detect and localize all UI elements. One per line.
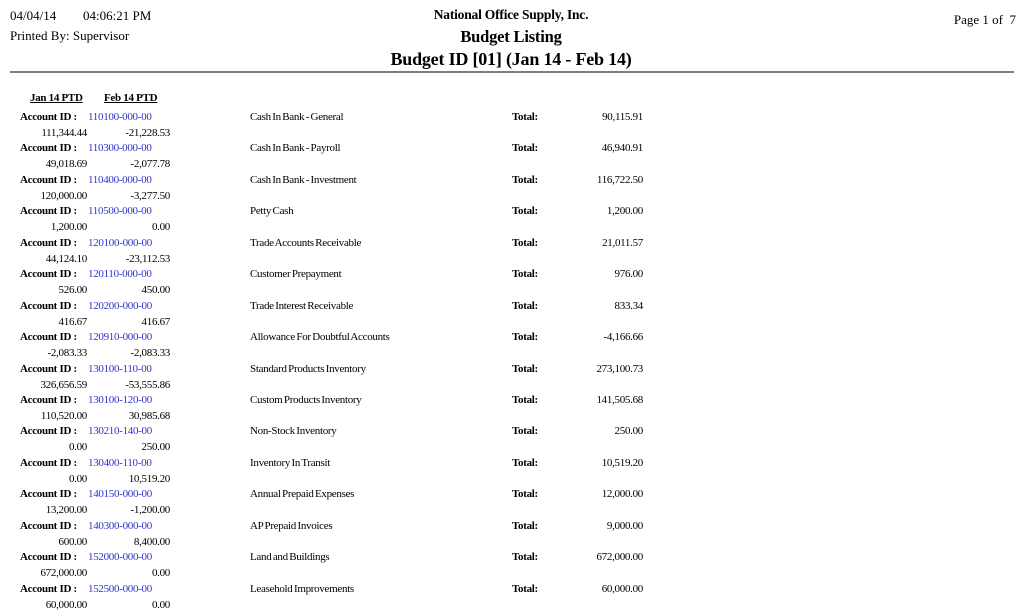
total-amount: 141,505.68 xyxy=(596,393,643,406)
account-description: Leasehold Improvements xyxy=(250,582,354,595)
account-description: Land and Buildings xyxy=(250,551,330,564)
jan-ptd-value: -2,083.33 xyxy=(47,347,87,360)
account-id-label: Account ID : xyxy=(20,205,77,218)
account-id-link[interactable]: 152000-000-00 xyxy=(88,551,152,564)
printed-by-value: Supervisor xyxy=(72,28,130,43)
total-amount: 9,000.00 xyxy=(606,519,643,532)
column-header-jan-ptd: Jan 14 PTD xyxy=(30,92,83,104)
account-id-label: Account ID : xyxy=(20,393,77,406)
report-title: Budget Listing xyxy=(460,27,562,46)
account-description: Petty Cash xyxy=(250,205,294,218)
account-id-label: Account ID : xyxy=(20,582,77,595)
total-label: Total: xyxy=(512,425,538,438)
total-label: Total: xyxy=(512,362,538,375)
total-label: Total: xyxy=(512,551,538,564)
account-id-link[interactable]: 120910-000-00 xyxy=(88,331,152,344)
account-description: Cash In Bank - Investment xyxy=(250,173,357,186)
total-amount: 10,519.20 xyxy=(601,456,643,469)
total-label: Total: xyxy=(512,142,538,155)
budget-rows-list xyxy=(0,108,1022,611)
feb-ptd-value: 0.00 xyxy=(151,598,170,611)
budget-row xyxy=(0,171,1022,202)
account-id-label: Account ID : xyxy=(20,299,77,312)
feb-ptd-value: 30,985.68 xyxy=(128,409,170,422)
jan-ptd-value: 416.67 xyxy=(58,315,87,328)
account-id-label: Account ID : xyxy=(20,111,77,123)
total-amount: 976.00 xyxy=(614,268,643,281)
total-amount: 46,940.91 xyxy=(601,142,643,155)
account-description: Trade Accounts Receivable xyxy=(250,236,362,249)
feb-ptd-value: 0.00 xyxy=(151,567,170,580)
account-id-link[interactable]: 130100-110-00 xyxy=(88,362,152,375)
total-amount: 672,000.00 xyxy=(596,551,643,564)
total-amount: 21,011.57 xyxy=(602,236,643,249)
feb-ptd-value: -2,083.33 xyxy=(130,347,170,360)
jan-ptd-value: 120,000.00 xyxy=(40,189,87,202)
total-amount: 116,722.50 xyxy=(596,173,643,186)
total-label: Total: xyxy=(512,111,538,123)
jan-ptd-value: 600.00 xyxy=(58,535,87,548)
budget-row xyxy=(0,454,1022,485)
budget-row xyxy=(0,297,1022,328)
account-id-label: Account ID : xyxy=(20,331,77,344)
account-description: AP Prepaid Invoices xyxy=(250,519,333,532)
jan-ptd-value: 0.00 xyxy=(68,472,87,485)
budget-row xyxy=(0,580,1022,611)
account-id-link[interactable]: 120100-000-00 xyxy=(88,236,152,249)
report-subtitle: Budget ID [01] (Jan 14 - Feb 14) xyxy=(390,49,632,69)
printed-by-label: Printed By: xyxy=(10,28,73,43)
budget-row xyxy=(0,265,1022,296)
account-id-link[interactable]: 140150-000-00 xyxy=(88,488,152,501)
feb-ptd-value: -21,228.53 xyxy=(125,127,170,139)
account-id-label: Account ID : xyxy=(20,425,77,438)
total-amount: 250.00 xyxy=(614,425,643,438)
budget-row xyxy=(0,391,1022,422)
budget-row xyxy=(0,485,1022,516)
company-name: National Office Supply, Inc. xyxy=(433,7,589,22)
total-amount: 12,000.00 xyxy=(601,488,643,501)
budget-row xyxy=(0,422,1022,453)
feb-ptd-value: 250.00 xyxy=(141,441,170,454)
jan-ptd-value: 60,000.00 xyxy=(45,598,87,611)
report-date: 04/04/14 xyxy=(10,8,57,23)
feb-ptd-value: -23,112.53 xyxy=(125,252,170,265)
total-label: Total: xyxy=(512,519,538,532)
account-id-label: Account ID : xyxy=(20,362,77,375)
total-amount: 273,100.73 xyxy=(596,362,643,375)
total-label: Total: xyxy=(512,236,538,249)
account-id-link[interactable]: 152500-000-00 xyxy=(88,582,152,595)
account-description: Standard Products Inventory xyxy=(250,362,366,375)
feb-ptd-value: -3,277.50 xyxy=(130,189,170,202)
jan-ptd-value: 111,344.44 xyxy=(41,127,87,139)
account-id-link[interactable]: 130210-140-00 xyxy=(88,425,152,438)
budget-row xyxy=(0,548,1022,579)
account-id-label: Account ID : xyxy=(20,551,77,564)
account-description: Non-Stock Inventory xyxy=(250,425,337,438)
account-id-link[interactable]: 130100-120-00 xyxy=(88,393,152,406)
feb-ptd-value: 10,519.20 xyxy=(128,472,170,485)
budget-row xyxy=(0,108,1022,139)
total-amount: -4,166.66 xyxy=(603,331,643,344)
account-description: Cash In Bank - Payroll xyxy=(250,142,341,155)
feb-ptd-value: 0.00 xyxy=(151,221,170,234)
budget-row xyxy=(0,328,1022,359)
account-description: Customer Prepayment xyxy=(250,268,342,281)
jan-ptd-value: 110,520.00 xyxy=(40,409,87,422)
account-description: Trade Interest Receivable xyxy=(250,299,354,312)
total-label: Total: xyxy=(512,268,538,281)
feb-ptd-value: -53,555.86 xyxy=(125,378,170,391)
jan-ptd-value: 326,656.59 xyxy=(40,378,87,391)
account-id-link[interactable]: 110100-000-00 xyxy=(88,111,152,123)
account-description: Custom Products Inventory xyxy=(250,393,362,406)
account-id-link[interactable]: 120110-000-00 xyxy=(88,268,152,281)
feb-ptd-value: 416.67 xyxy=(141,315,170,328)
total-label: Total: xyxy=(512,393,538,406)
jan-ptd-value: 672,000.00 xyxy=(40,567,87,580)
total-amount: 90,115.91 xyxy=(602,111,643,123)
budget-row xyxy=(0,234,1022,265)
total-label: Total: xyxy=(512,173,538,186)
account-id-label: Account ID : xyxy=(20,268,77,281)
total-amount: 1,200.00 xyxy=(606,205,643,218)
jan-ptd-value: 44,124.10 xyxy=(45,252,87,265)
total-label: Total: xyxy=(512,205,538,218)
account-id-label: Account ID : xyxy=(20,488,77,501)
page-indicator: Page 1 of 7 xyxy=(953,12,1016,27)
jan-ptd-value: 49,018.69 xyxy=(45,158,87,171)
budget-row xyxy=(0,360,1022,391)
feb-ptd-value: -1,200.00 xyxy=(130,504,170,517)
jan-ptd-value: 526.00 xyxy=(58,284,87,297)
feb-ptd-value: -2,077.78 xyxy=(130,158,170,171)
account-id-label: Account ID : xyxy=(20,142,77,155)
account-id-link[interactable]: 110500-000-00 xyxy=(88,205,152,218)
jan-ptd-value: 0.00 xyxy=(68,441,87,454)
account-id-label: Account ID : xyxy=(20,173,77,186)
feb-ptd-value: 8,400.00 xyxy=(133,535,170,548)
account-description: Annual Prepaid Expenses xyxy=(250,488,355,501)
total-label: Total: xyxy=(512,299,538,312)
account-id-link[interactable]: 130400-110-00 xyxy=(88,456,152,469)
account-id-label: Account ID : xyxy=(20,236,77,249)
column-header-feb-ptd: Feb 14 PTD xyxy=(104,92,158,104)
account-id-link[interactable]: 110300-000-00 xyxy=(88,142,152,155)
jan-ptd-value: 13,200.00 xyxy=(45,504,87,517)
feb-ptd-value: 450.00 xyxy=(141,284,170,297)
budget-row xyxy=(0,517,1022,548)
total-label: Total: xyxy=(512,488,538,501)
account-id-link[interactable]: 110400-000-00 xyxy=(88,173,152,186)
account-id-link[interactable]: 140300-000-00 xyxy=(88,519,152,532)
total-amount: 833.34 xyxy=(614,299,643,312)
account-description: Allowance For Doubtful Accounts xyxy=(250,331,390,344)
account-id-label: Account ID : xyxy=(20,456,77,469)
account-description: Inventory In Transit xyxy=(250,456,331,469)
account-id-label: Account ID : xyxy=(20,519,77,532)
budget-row xyxy=(0,202,1022,233)
total-amount: 60,000.00 xyxy=(601,582,643,595)
account-id-link[interactable]: 120200-000-00 xyxy=(88,299,152,312)
account-description: Cash In Bank - General xyxy=(250,111,344,123)
total-label: Total: xyxy=(512,456,538,469)
total-label: Total: xyxy=(512,331,538,344)
jan-ptd-value: 1,200.00 xyxy=(50,221,87,234)
report-time: 04:06:21 PM xyxy=(83,8,152,23)
budget-row xyxy=(0,139,1022,170)
header-divider-rule xyxy=(10,71,1014,73)
total-label: Total: xyxy=(512,582,538,595)
